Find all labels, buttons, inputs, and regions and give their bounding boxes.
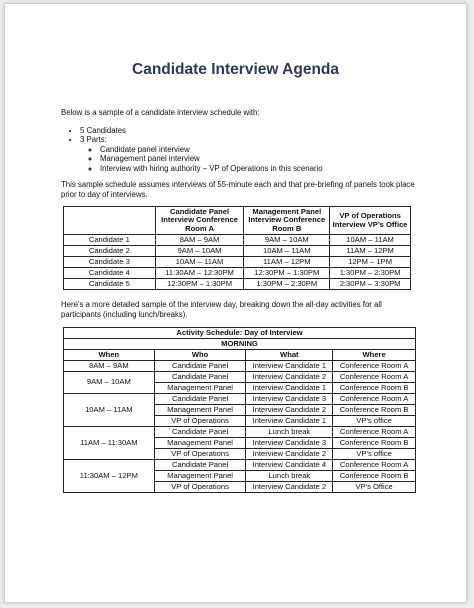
when-cell: 11AM – 11:30AM — [64, 427, 155, 460]
candidate-cell: Candidate 3 — [64, 257, 156, 268]
table-row — [64, 279, 411, 290]
where-cell: Conference Room A — [333, 372, 416, 383]
where-cell: Conference Room A — [333, 460, 416, 471]
table-header-row — [64, 350, 416, 361]
when-cell: 8AM – 9AM — [64, 361, 155, 372]
table-row — [64, 268, 411, 279]
what-cell: Interview Candidate 4 — [246, 460, 333, 471]
table-row — [64, 460, 416, 471]
what-cell: Interview Candidate 3 — [246, 438, 333, 449]
table-header-cell: Where — [333, 350, 416, 361]
what-cell: Interview Candidate 2 — [246, 372, 333, 383]
what-cell: Interview Candidate 1 — [246, 416, 333, 427]
sub-bullet-list — [80, 145, 323, 173]
candidate-cell: Candidate 2 — [64, 246, 156, 257]
table-header-cell: Who — [154, 350, 246, 361]
table-cell: 12:30PM – 1:30PM — [244, 268, 330, 279]
what-cell: Interview Candidate 3 — [246, 394, 333, 405]
what-cell: Interview Candidate 2 — [246, 405, 333, 416]
who-cell: Management Panel — [154, 383, 246, 394]
table-cell: 10AM – 11AM — [244, 246, 330, 257]
table-cell: 2:30PM – 3:30PM — [330, 279, 411, 290]
what-cell: Interview Candidate 2 — [246, 482, 333, 493]
table-header-row — [64, 207, 411, 235]
intro-text: Below is a sample of a candidate interview schedule with: — [61, 108, 260, 117]
where-cell: VP’s Office — [333, 482, 416, 493]
table-cell: 11AM – 12PM — [244, 257, 330, 268]
what-cell: Lunch break — [246, 471, 333, 482]
bullet-candidates: • 5 Candidates — [80, 126, 323, 135]
who-cell: Candidate Panel — [154, 394, 246, 405]
table-cell: 1:30PM – 2:30PM — [244, 279, 330, 290]
document-page — [4, 3, 467, 603]
who-cell: Candidate Panel — [154, 460, 246, 471]
table-row — [64, 361, 416, 372]
bullet-list — [61, 126, 323, 173]
interview-schedule-table — [63, 206, 411, 290]
where-cell: Conference Room A — [333, 361, 416, 372]
who-cell: Candidate Panel — [154, 361, 246, 372]
activity-title-row — [64, 328, 416, 339]
table-header-cell: What — [246, 350, 333, 361]
table-cell: 10AM – 11AM — [330, 235, 411, 246]
table-cell: 12:30PM – 1:30PM — [155, 279, 244, 290]
page-title: Candidate Interview Agenda — [132, 61, 339, 78]
table-cell: 9AM – 10AM — [244, 235, 330, 246]
candidate-cell: Candidate 5 — [64, 279, 156, 290]
table-row — [64, 372, 416, 383]
who-cell: VP of Operations — [154, 416, 246, 427]
table-header-cell — [64, 207, 156, 235]
what-cell: Lunch break — [246, 427, 333, 438]
where-cell: Conference Room B — [333, 471, 416, 482]
where-cell: VP’s office — [333, 416, 416, 427]
what-cell: Interview Candidate 1 — [246, 361, 333, 372]
table-cell: 8AM – 9AM — [155, 235, 244, 246]
who-cell: Management Panel — [154, 405, 246, 416]
section-label: MORNING — [64, 339, 416, 350]
where-cell: Conference Room A — [333, 427, 416, 438]
what-cell: Interview Candidate 2 — [246, 449, 333, 460]
table-cell: 1:30PM – 2:30PM — [330, 268, 411, 279]
bullet-parts-label: 3 Parts: — [80, 135, 107, 145]
who-cell: Management Panel — [154, 471, 246, 482]
table-cell: 11AM – 12PM — [330, 246, 411, 257]
table-header-cell: Candidate Panel Interview Conference Room A — [155, 207, 244, 235]
sub-bullet: ◦ Interview with hiring authority – VP of Operations in this scenario — [100, 164, 323, 173]
schedule-description: This sample schedule assumes interviews of 55-minute each and that pre-briefing of panels took place prior to day of interviews. — [61, 180, 415, 199]
candidate-cell: Candidate 1 — [64, 235, 156, 246]
sub-bullet: ◦ Management panel interview — [100, 154, 323, 163]
activity-schedule-table — [63, 327, 416, 493]
table-cell: 10AM – 11AM — [155, 257, 244, 268]
who-cell: VP of Operations — [154, 482, 246, 493]
table-header-cell: When — [64, 350, 155, 361]
table-cell: 9AM – 10AM — [155, 246, 244, 257]
who-cell: Management Panel — [154, 438, 246, 449]
table-row — [64, 394, 416, 405]
where-cell: Conference Room B — [333, 383, 416, 394]
table-header-cell: VP of Operations Interview VP’s Office — [330, 207, 411, 235]
activity-title: Activity Schedule: Day of Interview — [64, 328, 416, 339]
activity-description: Here’s a more detailed sample of the interview day, breaking down the all-day activities for all participants (including lunch/breaks). — [61, 300, 382, 319]
who-cell: Candidate Panel — [154, 372, 246, 383]
candidate-cell: Candidate 4 — [64, 268, 156, 279]
bullet-parts — [80, 135, 323, 173]
sub-bullet: ◦ Candidate panel interview — [100, 145, 323, 154]
table-row — [64, 257, 411, 268]
table-row — [64, 427, 416, 438]
when-cell: 10AM – 11AM — [64, 394, 155, 427]
when-cell: 11:30AM – 12PM — [64, 460, 155, 493]
table-row — [64, 235, 411, 246]
when-cell: 9AM – 10AM — [64, 372, 155, 394]
where-cell: Conference Room A — [333, 394, 416, 405]
section-row — [64, 339, 416, 350]
where-cell: VP’s office — [333, 449, 416, 460]
table-row — [64, 246, 411, 257]
who-cell: Candidate Panel — [154, 427, 246, 438]
who-cell: VP of Operations — [154, 449, 246, 460]
where-cell: Conference Room B — [333, 405, 416, 416]
table-cell: 12PM – 1PM — [330, 257, 411, 268]
table-header-cell: Management Panel Interview Conference Room B — [244, 207, 330, 235]
what-cell: Interview Candidate 1 — [246, 383, 333, 394]
where-cell: Conference Room B — [333, 438, 416, 449]
table-cell: 11:30AM – 12:30PM — [155, 268, 244, 279]
